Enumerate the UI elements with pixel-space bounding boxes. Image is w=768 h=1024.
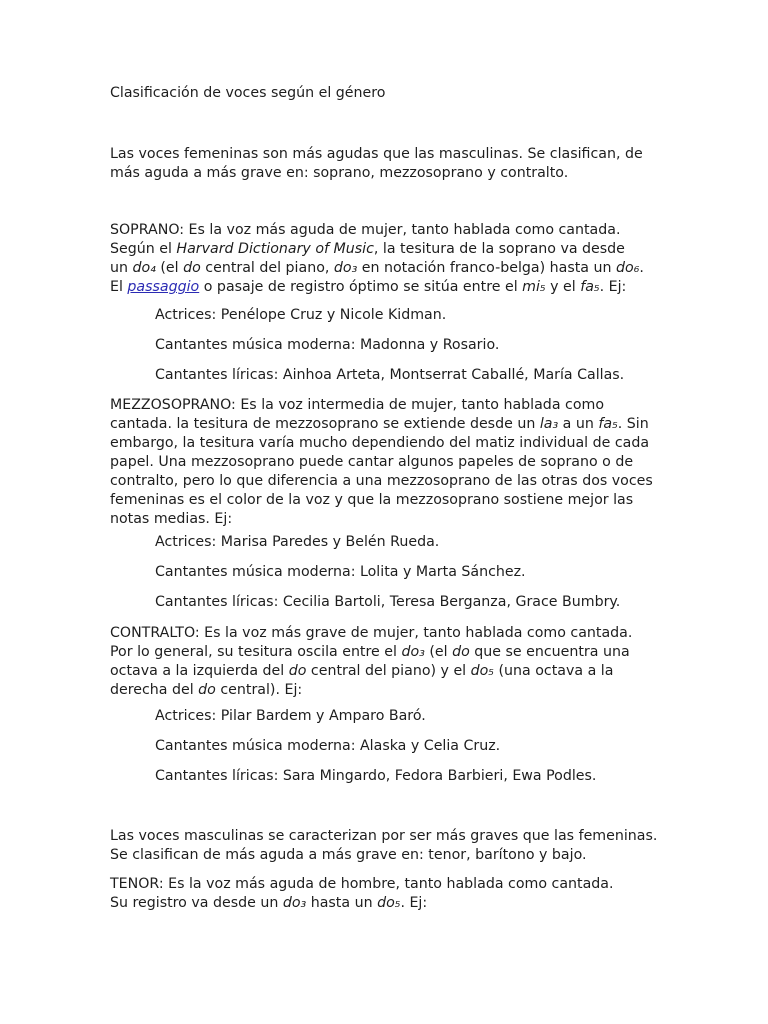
example-line: Cantantes música moderna: Alaska y Celia Cruz. bbox=[155, 738, 501, 754]
example-line: Actrices: Pilar Bardem y Amparo Baró. bbox=[155, 708, 426, 724]
paragraph-line: contralto, pero lo que diferencia a una mezzosoprano de las otras dos voces bbox=[110, 473, 653, 489]
note-name: do bbox=[288, 663, 307, 679]
text-run: (el bbox=[424, 644, 453, 660]
document-title bbox=[110, 84, 670, 103]
note-name: do₅ bbox=[470, 663, 494, 679]
example-line: Actrices: Marisa Paredes y Belén Rueda. bbox=[155, 534, 440, 550]
example-line: Actrices: Penélope Cruz y Nicole Kidman. bbox=[155, 307, 447, 323]
paragraph-line: femeninas es el color de la voz y que la mezzosoprano sostiene mejor las bbox=[110, 492, 634, 508]
note-name: la₃ bbox=[539, 416, 559, 432]
text-run: . Sin bbox=[617, 416, 649, 432]
title-text: Clasificación de voces según el género bbox=[110, 85, 386, 101]
paragraph-line bbox=[110, 894, 670, 913]
text-run: central del piano, bbox=[200, 260, 334, 276]
paragraph-line: Se clasifican de más aguda a más grave en: tenor, barítono y bajo. bbox=[110, 847, 587, 863]
paragraph-line: Las voces femeninas son más agudas que las masculinas. Se clasifican, de bbox=[110, 146, 643, 162]
text-run: en notación franco-belga) hasta un bbox=[357, 260, 616, 276]
paragraph-line bbox=[110, 259, 670, 278]
paragraph-line: MEZZOSOPRANO: Es la voz intermedia de mujer, tanto hablada como bbox=[110, 397, 604, 413]
text-run: o pasaje de registro óptimo se sitúa entre el bbox=[199, 279, 523, 295]
example-line: Cantantes música moderna: Madonna y Rosario. bbox=[155, 337, 500, 353]
text-run: Por lo general, su tesitura oscila entre el bbox=[110, 644, 402, 660]
text-run: El bbox=[110, 279, 128, 295]
note-name: do₄ bbox=[132, 260, 156, 276]
note-name: do bbox=[198, 682, 216, 698]
paragraph-line: CONTRALTO: Es la voz más grave de mujer, tanto hablada como cantada. bbox=[110, 625, 633, 641]
paragraph-line bbox=[110, 415, 670, 434]
paragraph-line bbox=[110, 240, 670, 259]
text-run: Su registro va desde un bbox=[110, 895, 283, 911]
text-run: central del piano) y el bbox=[306, 663, 471, 679]
note-name: fa₅ bbox=[580, 279, 600, 295]
tenor-paragraph bbox=[110, 875, 670, 913]
paragraph-line bbox=[110, 643, 670, 662]
soprano-paragraph bbox=[110, 221, 670, 297]
text-run: hasta un bbox=[306, 895, 378, 911]
text-run: (el bbox=[155, 260, 184, 276]
paragraph-line: SOPRANO: Es la voz más aguda de mujer, tanto hablada como cantada. bbox=[110, 222, 621, 238]
text-run: . Ej: bbox=[599, 279, 627, 295]
contralto-paragraph bbox=[110, 624, 670, 700]
paragraph-line: Las voces masculinas se caracterizan por ser más graves que las femeninas. bbox=[110, 828, 658, 844]
text-run: que se encuentra una bbox=[469, 644, 630, 660]
passaggio-link[interactable]: passaggio bbox=[127, 279, 200, 295]
text-run: octava a la izquierda del bbox=[110, 663, 289, 679]
female-intro-paragraph bbox=[110, 145, 670, 183]
note-name: mi₅ bbox=[522, 279, 546, 295]
note-name: fa₅ bbox=[598, 416, 618, 432]
text-run: cantada. la tesitura de mezzosoprano se extiende desde un bbox=[110, 416, 540, 432]
text-run: a un bbox=[558, 416, 599, 432]
text-run: un bbox=[110, 260, 133, 276]
note-name: do₃ bbox=[401, 644, 425, 660]
text-run: central). Ej: bbox=[215, 682, 303, 698]
text-run: Según el bbox=[110, 241, 177, 257]
note-name: do bbox=[183, 260, 201, 276]
paragraph-line: notas medias. Ej: bbox=[110, 511, 233, 527]
text-run: y el bbox=[545, 279, 581, 295]
paragraph-line bbox=[110, 681, 670, 700]
paragraph-line bbox=[110, 662, 670, 681]
note-name: do₃ bbox=[282, 895, 307, 911]
text-run: derecha del bbox=[110, 682, 199, 698]
male-intro-paragraph bbox=[110, 827, 670, 865]
example-line: Cantantes líricas: Ainhoa Arteta, Montserrat Caballé, María Callas. bbox=[155, 367, 625, 383]
mezzosoprano-paragraph bbox=[110, 396, 670, 529]
paragraph-line: más aguda a más grave en: soprano, mezzosoprano y contralto. bbox=[110, 165, 569, 181]
note-name: do bbox=[452, 644, 470, 660]
paragraph-line bbox=[110, 278, 670, 297]
example-line: Cantantes líricas: Sara Mingardo, Fedora Barbieri, Ewa Podles. bbox=[155, 768, 597, 784]
note-name: do₆ bbox=[616, 260, 640, 276]
example-line: Cantantes líricas: Cecilia Bartoli, Teresa Berganza, Grace Bumbry. bbox=[155, 594, 621, 610]
example-line: Cantantes música moderna: Lolita y Marta Sánchez. bbox=[155, 564, 526, 580]
text-run: (una octava a la bbox=[494, 663, 614, 679]
book-title: Harvard Dictionary of Music bbox=[176, 241, 374, 257]
note-name: do₅ bbox=[377, 895, 401, 911]
text-run: . Ej: bbox=[400, 895, 428, 911]
note-name: do₃ bbox=[333, 260, 358, 276]
paragraph-line: embargo, la tesitura varía mucho dependiendo del matiz individual de cada bbox=[110, 435, 650, 451]
text-run: , la tesitura de la soprano va desde bbox=[373, 241, 625, 257]
text-run: . bbox=[639, 260, 644, 276]
paragraph-line: papel. Una mezzosoprano puede cantar algunos papeles de soprano o de bbox=[110, 454, 634, 470]
paragraph-line: TENOR: Es la voz más aguda de hombre, tanto hablada como cantada. bbox=[110, 876, 614, 892]
